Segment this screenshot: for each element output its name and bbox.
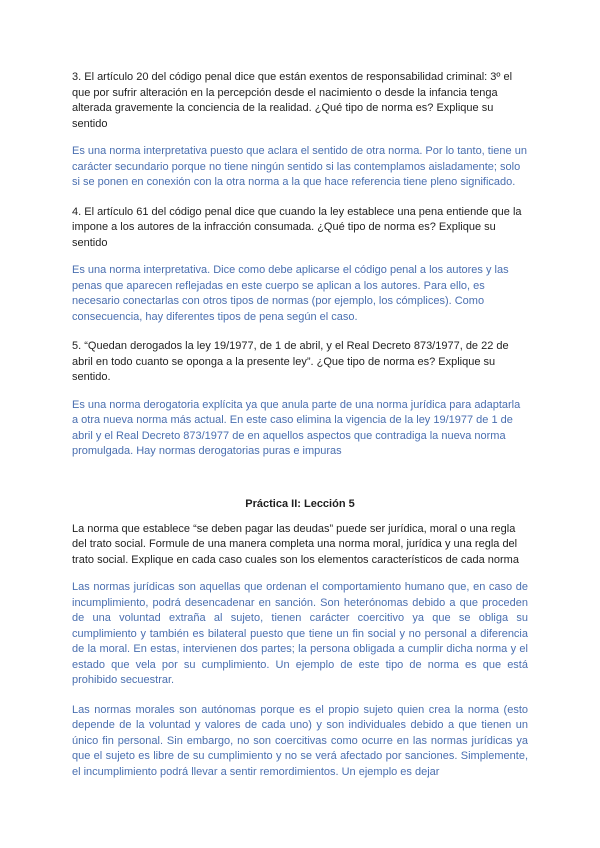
answer-5-text: Es una norma derogatoria explícita ya que anula parte de una norma jurídica para adaptarla a otra nueva norma más actual. En este caso elimina la vigencia de la ley 19/1977 de 1 de abril y el Real Decreto 873/1977 de en aquellos aspectos que contradiga la nueva norma promulgada. Hay normas derogatorias puras e impuras: [72, 398, 521, 457]
practice-answer-morales: Las normas morales son autónomas porque es el propio sujeto quien crea la norma (esto depende de la voluntad y valores de cada uno) y son individuales debido a que tienen un único fin personal. Sin embargo, no son coercitivas como ocurre en las normas jurídicas ya que el sujeto es libre de su cumplimiento y no se verá afectado por sanciones. Simplemente, el incumplimiento podrá llevar a sentir remordimientos. Un ejemplo es dejar: [72, 703, 528, 778]
answer-3-text: Es una norma interpretativa puesto que aclara el sentido de otra norma. Por lo tanto, tiene un carácter secundario porque no tiene ningún sentido si las contemplamos aisladamente; solo si se ponen en conexión con la otra norma a la que hace referencia tiene pleno significado.: [72, 145, 527, 188]
question-3-text: 3. El artículo 20 del código penal dice que están exentos de responsabilidad criminal: 3º el que por sufrir alteración en la percepción desde el nacimiento o desde la infancia tenga alterada gravemente la conciencia de la realidad. ¿Qué tipo de norma es? Explique su sentido: [72, 71, 513, 130]
practice-prompt-text: La norma que establece “se deben pagar las deudas” puede ser jurídica, moral o una regla del trato social. Formule de una manera completa una norma moral, jurídica y una regla del trato social. Explique en cada caso cuales son los elementos característicos de cada norma: [72, 522, 519, 566]
answer-4-text: Es una norma interpretativa. Dice como debe aplicarse el código penal a los autores y las penas que aparecen reflejadas en este cuerpo se aplican a los autores. Para ello, es necesario conectarlas con otros tipos de normas (por ejemplo, los cómplices). Como consecuencia, hay diferentes tipos de pena según el caso.: [72, 264, 509, 323]
practice-answer-juridicas: Las normas jurídicas son aquellas que ordenan el comportamiento humano que, en caso de incumplimiento, podrá desencadenar en sanción. Son heterónomas debido a que proceden de una voluntad extraña al sujeto, tienen carácter coercitivo ya que se obliga su cumplimiento y también es bilateral puesto que tiene un fin social y no personal a diferencia de la moral. En estas, intervienen dos partes; la persona obligada a cumplir dicha norma y el estado que vela por su cumplimiento. Un ejemplo de este tipo de norma es que está prohibido secuestrar.: [72, 581, 528, 686]
section-title: Práctica II: Lección 5: [245, 497, 355, 510]
question-4-text: 4. El artículo 61 del código penal dice que cuando la ley establece una pena entiende que la impone a los autores de la infracción consumada. ¿Qué tipo de norma es? Explique su sentido: [72, 205, 522, 249]
question-5-text: 5. “Quedan derogados la ley 19/1977, de 1 de abril, y el Real Decreto 873/1977, de 22 de abril en todo cuanto se oponga a la presente ley”. ¿Que tipo de norma es? Explique su sentido.: [72, 340, 509, 383]
